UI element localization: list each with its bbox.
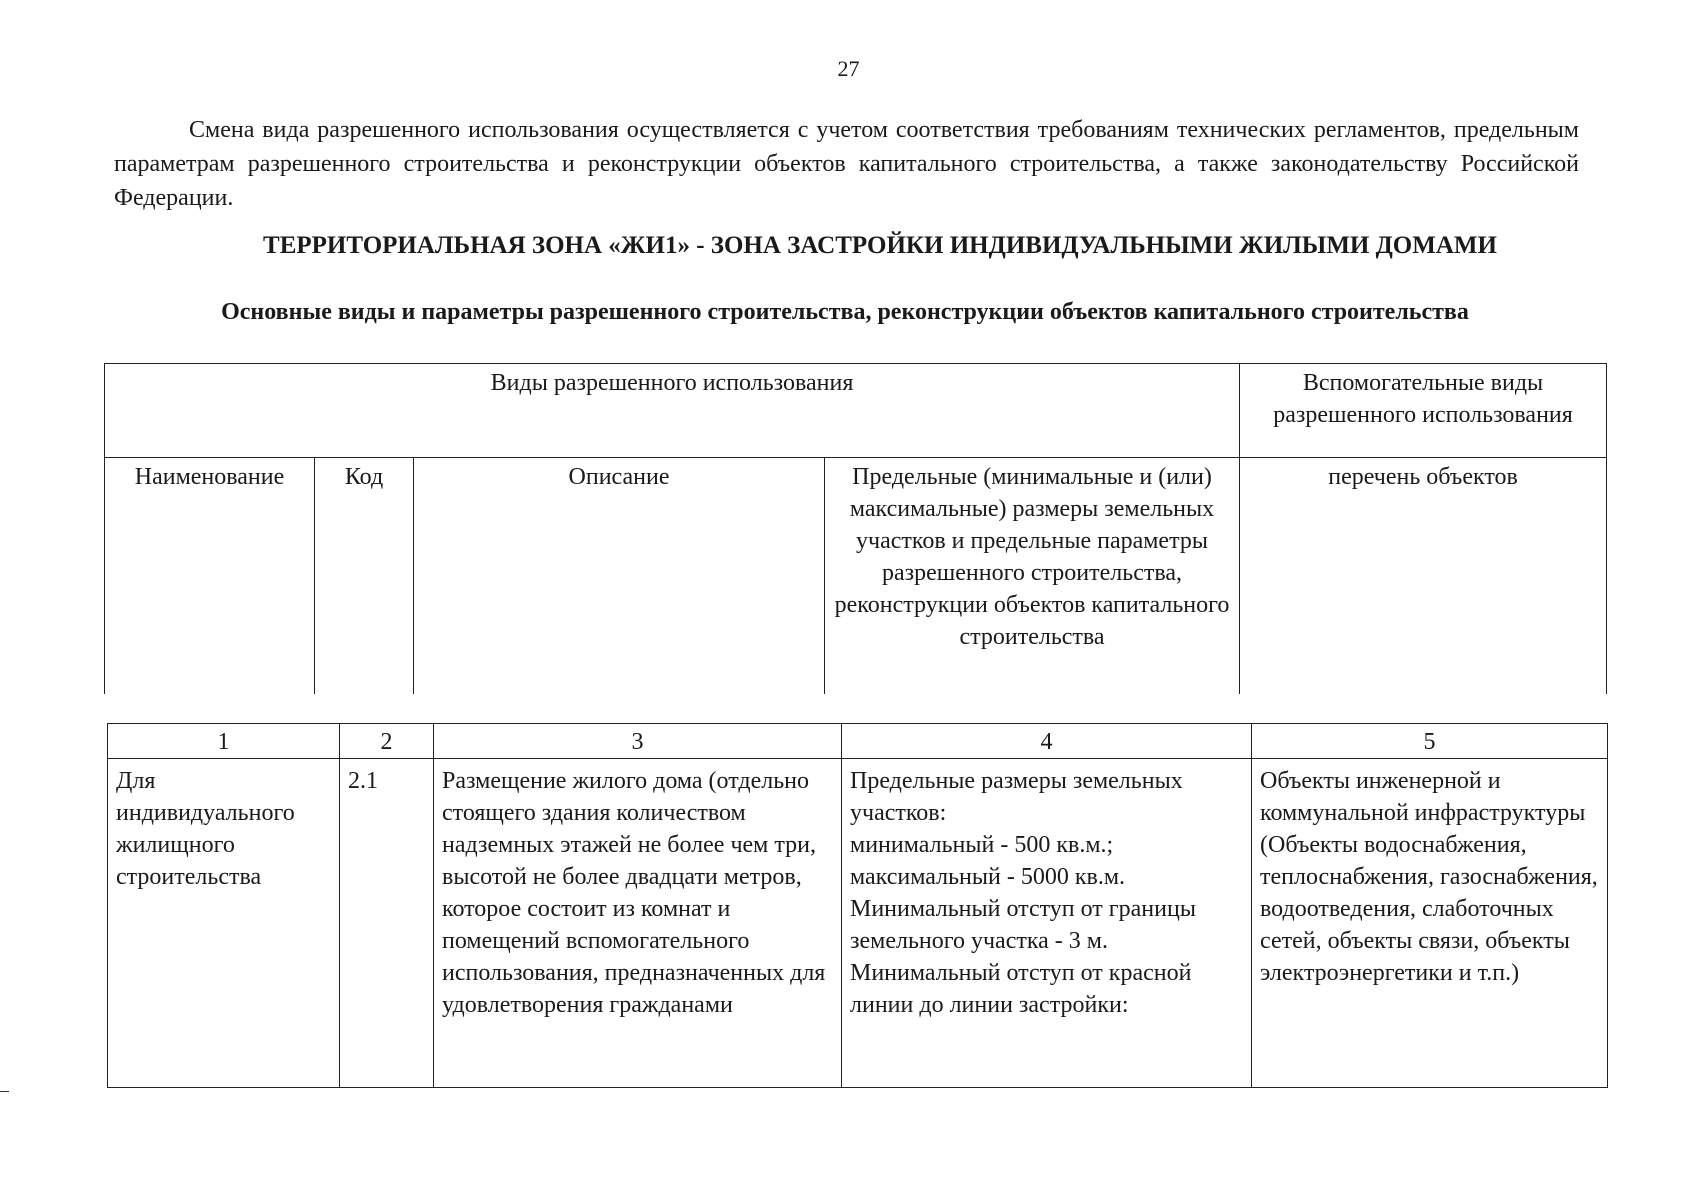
limits-line-3: максимальный - 5000 кв.м. [850,864,1126,890]
data-table [107,723,1608,1088]
zone-title: ТЕРРИТОРИАЛЬНАЯ ЗОНА «ЖИ1» - ЗОНА ЗАСТРОЙКИ ИНДИВИДУАЛЬНЫМИ ЖИЛЫМИ ДОМАМИ [263,232,1497,259]
column-header-objects [1240,458,1607,695]
limits-line-2: минимальный - 500 кв.м.; [850,832,1114,858]
page-number: 27 [837,56,860,81]
column-number-row [108,724,1608,759]
column-header-objects-label: перечень объектов [1328,464,1518,490]
table-row [108,759,1608,1088]
cell-objects [1252,759,1608,1088]
cell-limits [842,759,1252,1088]
column-number-4: 4 [842,724,1252,759]
aux-header-cell [1240,364,1607,458]
limits-line-4: Минимальный отступ от границы земельного участка - 3 м. [850,896,1196,954]
column-number-1: 1 [108,724,340,759]
cell-name [108,759,340,1088]
column-header-limits-label: Предельные (минимальные и (или) максимальные) размеры земельных участков и предельные параметры разрешенного строительства, реконструкции объектов капитального строительства [834,464,1230,650]
section-title: Основные виды и параметры разрешенного строительства, реконструкции объектов капитального строительства [221,299,1469,325]
column-header-code-label: Код [344,464,384,490]
column-number-5: 5 [1252,724,1608,759]
use-code: 2.1 [348,768,378,794]
aux-header: Вспомогательные виды разрешенного использования [1273,370,1573,428]
column-header-name [105,458,315,695]
column-header-code [315,458,414,695]
header-row-groups [105,364,1607,458]
column-number-2: 2 [340,724,434,759]
limits-line-1: Предельные размеры земельных участков: [850,768,1183,826]
column-header-description-label: Описание [568,464,670,490]
header-row-columns [105,458,1607,695]
main-header-cell [105,364,1240,458]
auxiliary-objects: Объекты инженерной и коммунальной инфраструктуры (Объекты водоснабжения, теплоснабжения, газоснабжения, водоотведения, слаботочных сетей, объекты связи, объекты электроэнергетики и т.п.) [1260,768,1598,986]
use-name: Для индивидуального жилищного строительства [116,768,295,890]
use-description: Размещение жилого дома (отдельно стоящего здания количеством надземных этажей не более чем три, высотой не более двадцати метров, которое состоит из комнат и помещений вспомогательного использования, предназначенных для удовлетворения гражданами [442,768,826,1018]
cell-description [434,759,842,1088]
column-header-name-label: Наименование [134,464,285,490]
limits-line-5: Минимальный отступ от красной линии до линии застройки: [850,960,1192,1018]
intro-paragraph: Смена вида разрешенного использования осуществляется с учетом соответствия требованиям технических регламентов, предельным параметрам разрешенного строительства и реконструкции объектов капитального строительства, а также законодательству Российской Федерации. [114,117,1579,211]
column-number-3: 3 [434,724,842,759]
main-header: Виды разрешенного использования [490,370,854,396]
cell-code [340,759,434,1088]
column-header-limits [825,458,1240,695]
header-table [104,363,1607,694]
column-header-description [414,458,825,695]
margin-mark [0,1091,9,1092]
